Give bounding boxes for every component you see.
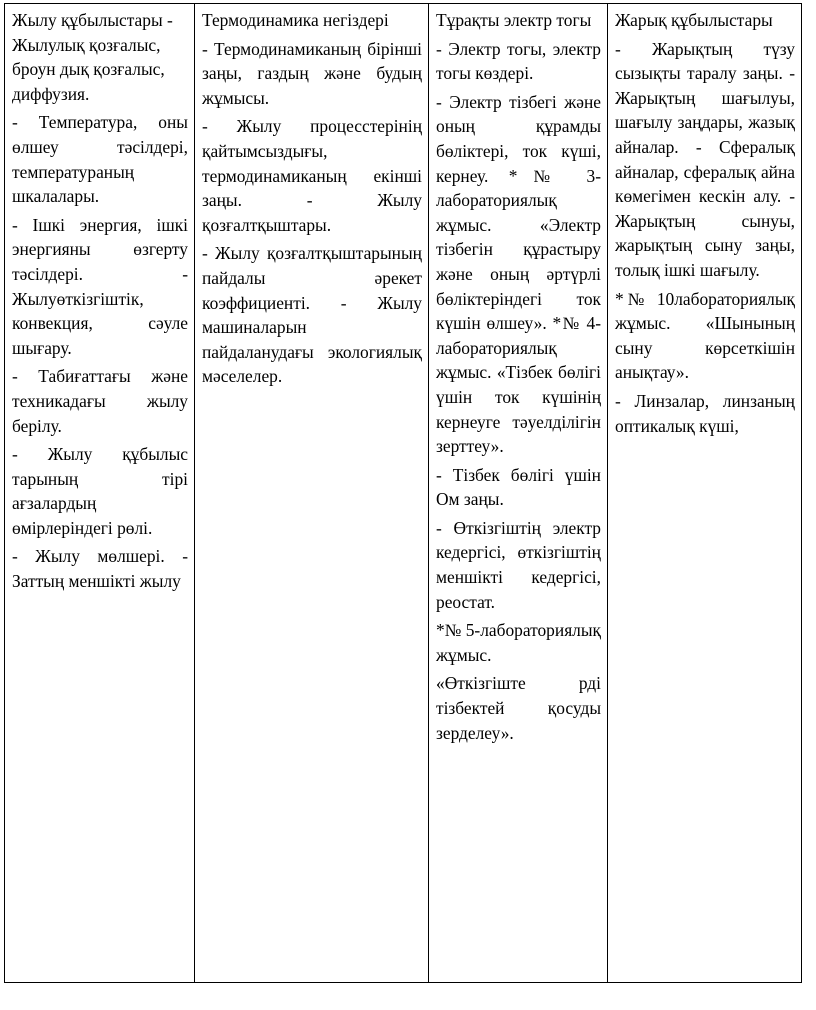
list-item: *№ 10лабораториялық жұмыс. «Шынының сыну көрсеткішін анықтау». xyxy=(615,288,795,383)
list-item: - Температура, оны өлшеу тәсілдері, температураның шкалалары. xyxy=(12,112,188,207)
list-item: - Өткізгіштің электр кедергісі, өткізгіштің меншікті кедергісі, реостат. xyxy=(436,517,601,612)
thermal-phenomena-cell xyxy=(5,4,195,983)
list-item: - Жылу қозғалтқыштарының пайдалы әрекет коэффициенті. - Жылу машиналарын пайдаланудағы экологиялық мәселелер. xyxy=(202,243,422,387)
thermal-phenomena-heading: Жылу құбылыстары - Жылулық қозғалыс, броун дық қозғалыс, диффузия. xyxy=(12,10,173,104)
curriculum-table xyxy=(4,3,802,983)
direct-current-heading: Тұрақты электр тогы xyxy=(436,10,592,30)
light-phenomena-heading: Жарық құбылыстары xyxy=(615,10,773,30)
list-item: - Линзалар, линзаның оптикалық күші, xyxy=(615,390,795,436)
table-row xyxy=(5,4,802,983)
list-item: - Тізбек бөлігі үшін Ом заңы. xyxy=(436,464,601,510)
thermodynamics-heading: Термодинамика негіздері xyxy=(202,10,389,30)
list-item: - Электр тогы, электр тогы көздері. xyxy=(436,38,601,84)
thermodynamics-cell xyxy=(195,4,429,983)
list-item: - Ішкі энергия, ішкі энергияны өзгерту тәсілдері. - Жылуөткізгіштік, конвекция, сәуле шығару. xyxy=(12,214,188,358)
list-item: *№ 5-лабораториялық жұмыс. xyxy=(436,620,601,665)
list-item: - Табиғаттағы және техникадағы жылу берілу. xyxy=(12,366,188,436)
list-item: - Жарықтың түзу сызықты таралу заңы. - Жарықтың шағылуы, шағылу заңдары, жазық айналар. - Сфералық айналар, сфералық айна көмегімен кескін алу. - Жарықтың сынуы, жарықтың сыну заңы, толық ішкі шағылу. xyxy=(615,38,795,280)
list-item: - Жылу мөлшері. - Заттың меншікті жылу xyxy=(12,546,188,592)
list-item: - Термодинамиканың бірінші заңы, газдың және будың жұмысы. xyxy=(202,38,422,108)
list-item: «Өткізгіште рді тізбектей қосуды зерделеу». xyxy=(436,673,601,743)
light-phenomena-cell xyxy=(608,4,802,983)
list-item: - Жылу процесстерінің қайтымсыздығы, термодинамиканың екінші заңы. - Жылу қозғалтқыштары. xyxy=(202,116,422,235)
direct-current-cell xyxy=(429,4,608,983)
list-item: - Жылу құбылыс тарының тірі ағзалардың өмірлеріндегі рөлі. xyxy=(12,444,188,538)
list-item: - Электр тізбегі және оның құрамды бөліктері, ток күші, кернеу. *№ 3-лабораториялық жұмыс. «Электр тізбегін құрастыру және оның әртүрлі бөліктеріндегі ток күшін өлшеу». *№ 4-лабораториялық жұмыс. «Тізбек бөлігі үшін ток күшінің кернеуге тәуелділігін зерттеу». xyxy=(436,91,601,457)
